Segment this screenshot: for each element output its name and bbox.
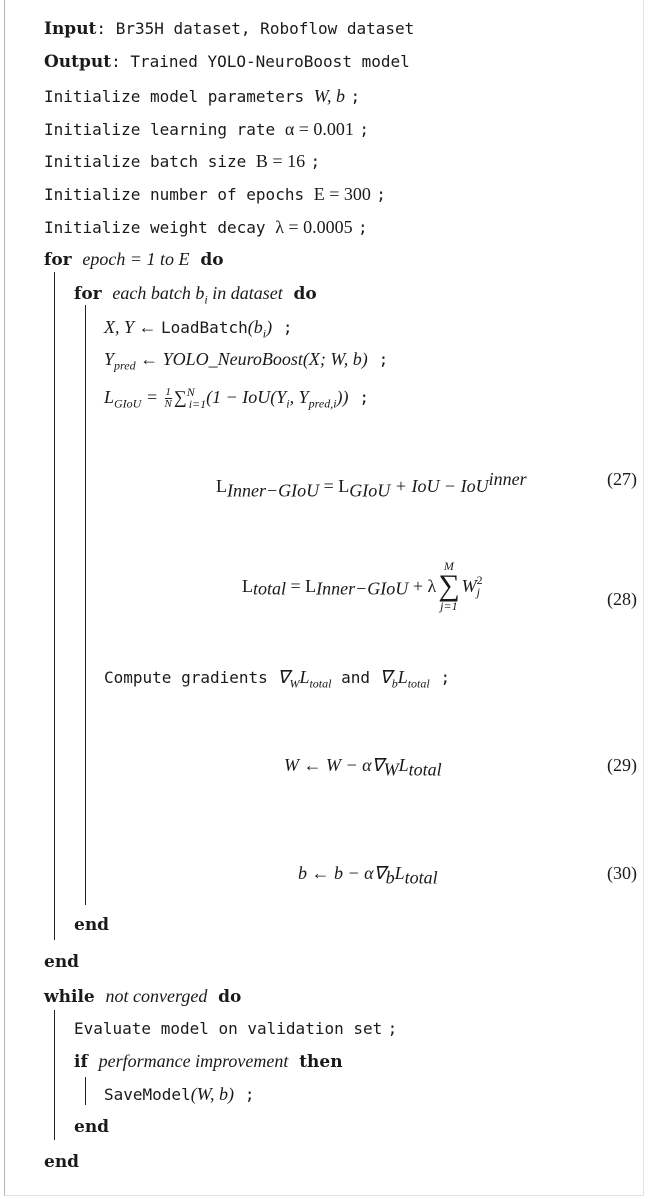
lgiou-fraction: $\frac{1}{N}$ <box>164 386 172 411</box>
grad-w: $\nabla_WL_{total}$ <box>277 667 332 691</box>
end-keyword: end <box>74 1117 110 1137</box>
end-for-epoch <box>44 951 79 973</box>
semicolon: ; <box>387 1019 398 1038</box>
evaluate-line <box>74 1018 397 1040</box>
if-condition: performance improvement <box>98 1051 289 1071</box>
if-keyword: if <box>74 1052 88 1072</box>
compute-gradients-line <box>104 666 450 695</box>
semicolon: ; <box>359 388 369 407</box>
while-keyword: while <box>44 987 95 1007</box>
ypred-expression: $Y_{pred}$ ← YOLO_NeuroBoost(X; W, b) <box>104 349 368 373</box>
save-fn: SaveModel <box>104 1085 191 1104</box>
output-text: : Trained YOLO-NeuroBoost model <box>111 52 410 71</box>
init-epochs-text: Initialize number of epochs <box>44 185 314 204</box>
semicolon: ; <box>376 185 386 204</box>
init-params-text: Initialize model parameters <box>44 87 314 106</box>
output-line <box>44 51 410 73</box>
semicolon: ; <box>282 318 293 337</box>
for-batch-condition: each batch $b_i$ in dataset <box>112 283 283 307</box>
for-keyword: for <box>44 250 72 270</box>
init-epochs-math: E = 300 <box>313 184 371 204</box>
init-decay-math: λ = 0.0005 <box>275 217 353 237</box>
indent-bar-for-epoch <box>54 272 55 940</box>
init-batch-text: Initialize batch size <box>44 152 256 171</box>
init-params-line <box>44 85 360 108</box>
sum-operator: M ∑ j=1 <box>438 559 460 613</box>
semicolon: ; <box>359 120 369 139</box>
equation-number-27: (27) <box>607 469 637 489</box>
init-lr-line <box>44 118 369 141</box>
end-while <box>44 1151 79 1173</box>
init-epochs-line <box>44 183 386 206</box>
equation-27: $L_{Inner-GIoU} = L_{GIoU}$ + IoU − IoU$^{inner}$ <box>216 469 527 501</box>
save-model-line <box>104 1083 255 1106</box>
semicolon: ; <box>244 1085 255 1104</box>
grad-b: $\nabla_bL_{total}$ <box>379 667 430 691</box>
for-epoch-line <box>44 248 224 271</box>
equation-number-28: (28) <box>607 589 637 609</box>
semicolon: ; <box>440 668 451 687</box>
init-decay-text: Initialize weight decay <box>44 218 276 237</box>
for-keyword: for <box>74 284 102 304</box>
compute-and: and <box>331 668 380 687</box>
end-keyword: end <box>74 915 110 935</box>
init-batch-math: B = 16 <box>255 151 306 171</box>
while-condition: not converged <box>105 986 208 1006</box>
save-args: (W, b) <box>190 1084 235 1104</box>
semicolon: ; <box>357 218 368 237</box>
compute-text: Compute gradients <box>104 668 278 687</box>
while-line <box>44 985 241 1008</box>
loadbatch-line <box>104 316 293 345</box>
init-params-math: W, b <box>313 86 346 106</box>
then-keyword: then <box>299 1052 343 1072</box>
indent-bar-for-batch <box>85 305 86 905</box>
init-lr-text: Initialize learning rate <box>44 120 285 139</box>
semicolon: ; <box>310 152 321 171</box>
loadbatch-fn: LoadBatch <box>161 318 248 337</box>
loadbatch-lhs: X, Y ← <box>104 317 162 337</box>
end-for-batch <box>74 914 109 936</box>
init-batch-line <box>44 150 320 173</box>
do-keyword: do <box>200 250 224 270</box>
input-line <box>44 18 414 40</box>
init-lr-math: α = 0.001 <box>284 119 354 139</box>
input-text: : Br35H dataset, Roboflow dataset <box>96 19 415 38</box>
input-keyword: Input <box>44 19 97 39</box>
semicolon: ; <box>378 350 389 369</box>
equation-29: W ← $W - \alpha\nabla_WL_{total}$ <box>284 755 442 780</box>
loadbatch-arg: $(b_i)$ <box>247 317 273 341</box>
init-decay-line <box>44 216 368 239</box>
for-batch-line <box>74 282 317 311</box>
for-epoch-condition: epoch = 1 to E <box>82 249 190 269</box>
lgiou-line <box>104 381 369 415</box>
evaluate-text: Evaluate model on validation set <box>74 1019 383 1038</box>
ypred-line <box>104 348 388 377</box>
do-keyword: do <box>218 987 242 1007</box>
output-keyword: Output <box>44 52 112 72</box>
if-line <box>74 1050 343 1073</box>
indent-bar-if <box>85 1077 86 1105</box>
end-keyword: end <box>44 952 80 972</box>
equation-number-30: (30) <box>607 863 637 883</box>
lgiou-expression: $L_{GIoU}$ = $\frac{1}{N}$ $\sum^N_{i=1}(1 - IoU(Y_i$, $Y_{pred,i}$)) <box>104 385 349 411</box>
end-if <box>74 1116 109 1138</box>
equation-28: $L_{total} = L_{Inner-GIoU} + \lambda$ M ∑ j=1 W 2 j <box>242 559 483 613</box>
equation-number-29: (29) <box>607 755 637 775</box>
equation-30: b ← $b - \alpha\nabla_bL_{total}$ <box>298 863 438 888</box>
indent-bar-while <box>54 1010 55 1140</box>
end-keyword: end <box>44 1152 80 1172</box>
do-keyword: do <box>293 284 317 304</box>
semicolon: ; <box>350 87 361 106</box>
